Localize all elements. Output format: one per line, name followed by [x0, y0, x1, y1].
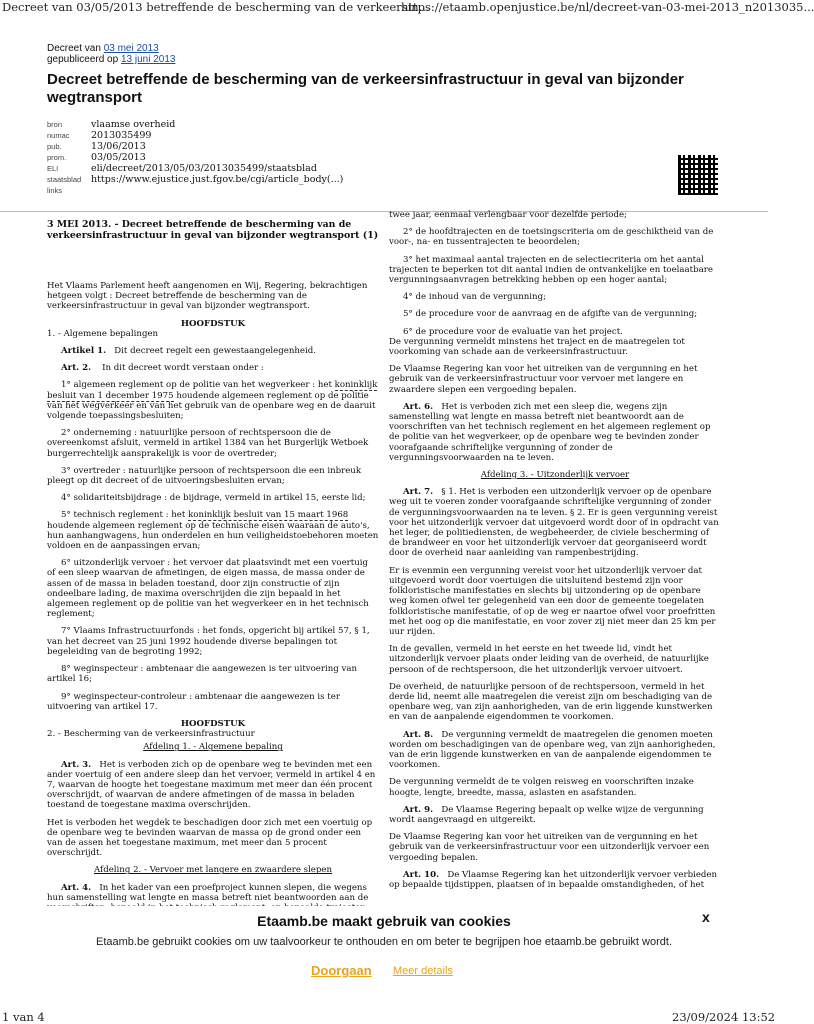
meta-row — [47, 160, 667, 174]
definition-9: 9° weginspecteur-controleur : ambtenaar die aangewezen is ter uitvoering van artikel 17. — [47, 691, 340, 712]
item-3: 3° het maximaal aantal trajecten en de selectiecriteria om het aantal trajecten te beperken tot dit aantal indien de ontvankelijke en toelaatbare vergunningsaanvragen betrekking hebben op een hoger aantal; — [389, 254, 713, 286]
meta-value: 2013035499 — [91, 130, 152, 141]
chapter-1-heading: HOOFDSTUK — [180, 318, 246, 329]
article-8-text: De vergunning vermeldt de maatregelen die genomen moeten worden om beschadigingen van de openbare weg, van zijn aanhorigheden, van de erin liggende kunstwerken en van de aanpalende eigendommen te voorkomen. — [389, 729, 716, 771]
accept-cookies-button[interactable]: Doorgaan — [311, 963, 372, 978]
section-3-title: Afdeling 3. - Uitzonderlijk vervoer — [480, 470, 630, 481]
meta-row — [47, 171, 667, 185]
print-header-url: https://etaamb.openjustice.be/nl/decreet-van-03-mei-2013_n2013035... — [401, 0, 814, 14]
decree-dates — [47, 43, 175, 65]
article-3-label: Art. 3. — [61, 759, 92, 770]
right-column — [389, 210, 721, 907]
article-7-text: § 1. Het is verboden een uitzonderlijk vervoer op de openbare weg uit te voeren zonder voorafgaande schriftelijke vergunning of zonder de vergunningsvoorwaarden na te leven. § 2. Er is geen vergunning vereist voor het uitzonderlijk vervoer dat uitgevoerd wordt door of in opdracht van het leger, de politiediensten, de wegbeheerder, de civiele bescherming of de brandweer en voor het uitzonderlijk vervoer dat georganiseerd wordt door de overheid naar aanleiding van rampenbestrijding. — [389, 487, 719, 559]
article-8-label: Art. 8. — [403, 729, 434, 740]
decree-heading: 3 MEI 2013. - Decreet betreffende de bescherming van de verkeersinfrastructuur in geval van bijzonder wegtransport (1) — [47, 219, 379, 241]
cookie-text: Etaamb.be gebruikt cookies om uw taalvoorkeur te onthouden en om beter te begrijpen hoe etaamb.be gebruikt wordt. — [95, 936, 673, 948]
article-9-text: De Vlaamse Regering bepaalt op welke wijze de vergunning wordt aangevraagd en uitgereikt. — [389, 804, 704, 825]
meta-value: vlaamse overheid — [91, 119, 176, 130]
article-10-text: De Vlaamse Regering kan het uitzonderlijk vervoer verbieden op bepaalde tijdstippen, plaatsen of in bepaalde omstandigheden, of het — [389, 869, 718, 890]
meta-key: links — [47, 186, 63, 195]
koninklijk-besluit-1968-link[interactable]: koninklijk besluit van 15 maart 1968 — [188, 510, 349, 521]
meta-key: pub. — [47, 142, 62, 151]
meta-key: staatsblad — [47, 175, 82, 184]
article-6-text: Het is verboden zich met een sleep die, wegens zijn samenstelling wat lengte en massa betreft niet beantwoordt aan de voorschriften van het technisch reglement en het algemeen reglement op de politie van het wegverkeer, op de openbare weg te bevinden zonder voorafgaande schriftelijke vergunning of zonder de vergunningsvoorwaarden na te leven. — [389, 401, 711, 463]
authority-paragraph: De overheid, de natuurlijke persoon of de rechtspersoon, vermeld in het derde lid, neemt alle maatregelen die vereist zijn om beschadiging van de openbare weg, van zijn aanhorigheden, van de erin liggende kunstwerken en van de aanpalende eigendommen te voorkomen. — [389, 681, 713, 723]
meta-value: eli/decreet/2013/05/03/2013035499/staatsblad — [91, 163, 317, 174]
meta-value: 13/06/2013 — [91, 141, 146, 152]
definition-5-text-b: houdende algemeen reglement op de technische eisen waaraan de auto's, hun aanhangwagens, hun onderdelen en hun veiligheidstoebehoren moeten voldoen en de aanpassingen ervan; — [47, 520, 379, 552]
meta-row — [47, 149, 667, 163]
print-header-title: Decreet van 03/05/2013 betreffende de bescherming van de verkeersin... — [2, 0, 430, 14]
meta-row — [47, 138, 667, 152]
cookie-banner — [0, 906, 768, 986]
article-2-text: In dit decreet wordt verstaan onder : — [102, 363, 264, 374]
fee-paragraph: De Vlaamse Regering kan voor het uitreiken van de vergunning en het gebruik van de verkeersinfrastructuur voor vervoer met langere en zwaardere slepen een vergoeding bepalen. — [389, 364, 698, 395]
decree-date-prefix: Decreet van — [47, 43, 101, 54]
koninklijk-besluit-1975-link[interactable]: koninklijk besluit van 1 december 1975 — [47, 380, 378, 401]
chapter-2-title: 2. - Bescherming van de verkeersinfrastructuur — [47, 729, 255, 740]
qr-code-icon — [678, 155, 718, 195]
meta-row — [47, 116, 667, 130]
article-9-label: Art. 9. — [403, 804, 434, 815]
article-3-text: Het is verboden zich op de openbare weg te bevinden met een ander voertuig of een andere sleep dan het vervoer, vermeld in artikel 4 en 7, waarvan de hoogte het toegestane maximum met meer dan één procent overschrijdt, of waarvan de andere afmetingen of de massa in beladen toestand de toegestane maxima overschrijden. — [47, 759, 376, 811]
item-6-continuation: De vergunning vermeldt minstens het traject en de maatregelen tot voorkoming van schade aan de verkeersinfrastructuur. — [389, 336, 685, 358]
item-5: 5° de procedure voor de aanvraag en de afgifte van de vergunning; — [403, 309, 698, 320]
cases-paragraph: In de gevallen, vermeld in het eerste en het tweede lid, vindt het uitzonderlijk vervoer plaats onder leiding van de overheid, de natuurlijke persoon of de rechtspersoon, die het uitzonderlijk vervoer uitvoert. — [389, 644, 709, 675]
section-1-title: Afdeling 1. - Algemene bepaling — [143, 742, 283, 753]
definition-7: 7° Vlaams Infrastructuurfonds : het fonds, opgericht bij artikel 57, § 1, van het decreet van 25 juni 1992 houdende diverse bepalingen tot begeleiding van de begroting 1992; — [47, 626, 370, 657]
item-4: 4° de inhoud van de vergunning; — [403, 292, 546, 303]
item-6: 6° de procedure voor de evaluatie van het project. — [403, 326, 623, 337]
chapter-1-title: 1. - Algemene bepalingen — [47, 328, 159, 339]
definition-2: 2° onderneming : natuurlijke persoon of rechtspersoon die de overeenkomst afsluit, vermeld in artikel 1384 van het Burgerlijk Wetboek burgerrechtelijk aansprakelijk is voor de overtreder; — [47, 428, 369, 459]
print-footer-datetime: 23/09/2024 13:52 — [672, 1010, 776, 1024]
definition-1-text-b: houdende algemeen reglement op de politie van het wegverkeer en van het gebruik van de openbare weg en de daaruit volgende toepassingsbesluiten; — [47, 390, 376, 422]
page-title: Decreet betreffende de bescherming van de verkeersinfrastructuur in geval van bijzonder wegtransport — [47, 71, 684, 106]
more-details-link[interactable]: Meer details — [393, 965, 453, 977]
article-2-label: Art. 2. — [61, 363, 92, 374]
definition-3: 3° overtreder : natuurlijke persoon of rechtspersoon die een inbreuk pleegt op dit decreet of de uitvoeringsbesluiten ervan; — [47, 465, 362, 487]
definition-8: 8° weginspecteur : ambtenaar die aangewezen is ter uitvoering van artikel 16; — [47, 664, 358, 685]
article-10-label: Art. 10. — [403, 869, 440, 880]
meta-row — [47, 127, 667, 141]
right-paragraph-0: twee jaar, eenmaal verlengbaar voor dezelfde periode; — [389, 210, 627, 220]
meta-value: 03/05/2013 — [91, 152, 146, 163]
print-footer-page: 1 van 4 — [2, 1010, 45, 1024]
left-column — [47, 219, 379, 907]
publication-date-link[interactable]: 13 juni 2013 — [120, 54, 176, 65]
article-4-label: Art. 4. — [61, 882, 92, 893]
meta-key: numac — [47, 131, 70, 140]
article-4-text: In het kader van een proefproject kunnen slepen, die wegens hun samenstelling wat lengte en massa betreft niet beantwoorden aan de — [47, 882, 369, 903]
article-6-label: Art. 6. — [403, 401, 434, 412]
close-icon[interactable]: x — [702, 909, 710, 925]
meta-table — [47, 116, 667, 193]
definition-5 — [47, 510, 379, 551]
definition-6: 6° uitzonderlijk vervoer : het vervoer dat plaatsvindt met een voertuig of een sleep waarvan de afmetingen, de eigen massa, de massa onder de assen of de massa in beladen toestand, door zijn constructie of zijn ondeelbare lading, de maxima overschrijden die zijn bepaald in het algemeen reglement op de politie van het wegverkeer en in het technisch reglement; — [47, 558, 369, 620]
article-1-label: Artikel 1. — [61, 346, 107, 357]
intro-paragraph: Het Vlaams Parlement heeft aangenomen en Wij, Regering, bekrachtigen hetgeen volgt : Decreet betreffende de bescherming van de verkeersinfrastructuur in geval van bijzonder wegtransport. — [47, 281, 368, 312]
definition-5-text-a: 5° technisch reglement : het — [61, 510, 189, 521]
folklore-paragraph: Er is evenmin een vergunning vereist voor het uitzonderlijk vervoer dat uitgevoerd wordt door voertuigen die uitsluitend bestemd zijn voor folkloristische manifestaties en slechts bij uitzondering op de openbare weg komen ofwel ter gelegenheid van een door de gemeente toegelaten folkloristische manifestatie, of op de weg er naartoe ofwel voor proefritten met het oog op die manifestatie, en voor zover zij niet meer dan 25 km per uur rijden. — [389, 565, 716, 637]
definition-4: 4° solidariteitsbijdrage : de bijdrage, vermeld in artikel 15, eerste lid; — [61, 493, 366, 504]
article-3-paragraph-2: Het is verboden het wegdek te beschadigen door zich met een voertuig op de openbare weg te bevinden waarvan de massa op de grond onder een van de assen het toegestane maximum, met meer dan 5 procent overschrijdt. — [47, 817, 373, 859]
article-1-text: Dit decreet regelt een gewestaangelegenheid. — [114, 346, 316, 357]
cookie-title: Etaamb.be maakt gebruik van cookies — [257, 913, 511, 929]
meta-key: bron — [47, 120, 63, 129]
decree-date-link[interactable]: 03 mei 2013 — [103, 43, 159, 54]
section-2-title: Afdeling 2. - Vervoer met langere en zwaardere slepen — [93, 865, 333, 876]
permit-fee-paragraph: De Vlaamse Regering kan voor het uitreiken van de vergunning en het gebruik van de verkeersinfrastructuur voor een uitzonderlijk vervoer een vergoeding bepalen. — [389, 832, 710, 863]
definition-1-text-a: 1° algemeen reglement op de politie van het wegverkeer : het — [61, 380, 335, 391]
meta-key: ELI — [47, 164, 59, 173]
item-2: 2° de hoofdtrajecten en de toetsingscriteria om de geschiktheid van de voor-, na- en tussentrajecten te beoordelen; — [389, 227, 714, 248]
route-paragraph: De vergunning vermeldt de te volgen reisweg en voorschriften inzake hoogte, lengte, breedte, massa, aslasten en asafstanden. — [389, 777, 694, 798]
chapter-2-heading: HOOFDSTUK — [180, 718, 246, 729]
meta-value: https://www.ejustice.just.fgov.be/cgi/article_body(...) — [91, 174, 344, 185]
definition-1 — [47, 380, 379, 421]
meta-key: prom. — [47, 153, 67, 162]
publication-date-prefix: gepubliceerd op — [47, 54, 119, 65]
article-7-label: Art. 7. — [403, 487, 434, 498]
